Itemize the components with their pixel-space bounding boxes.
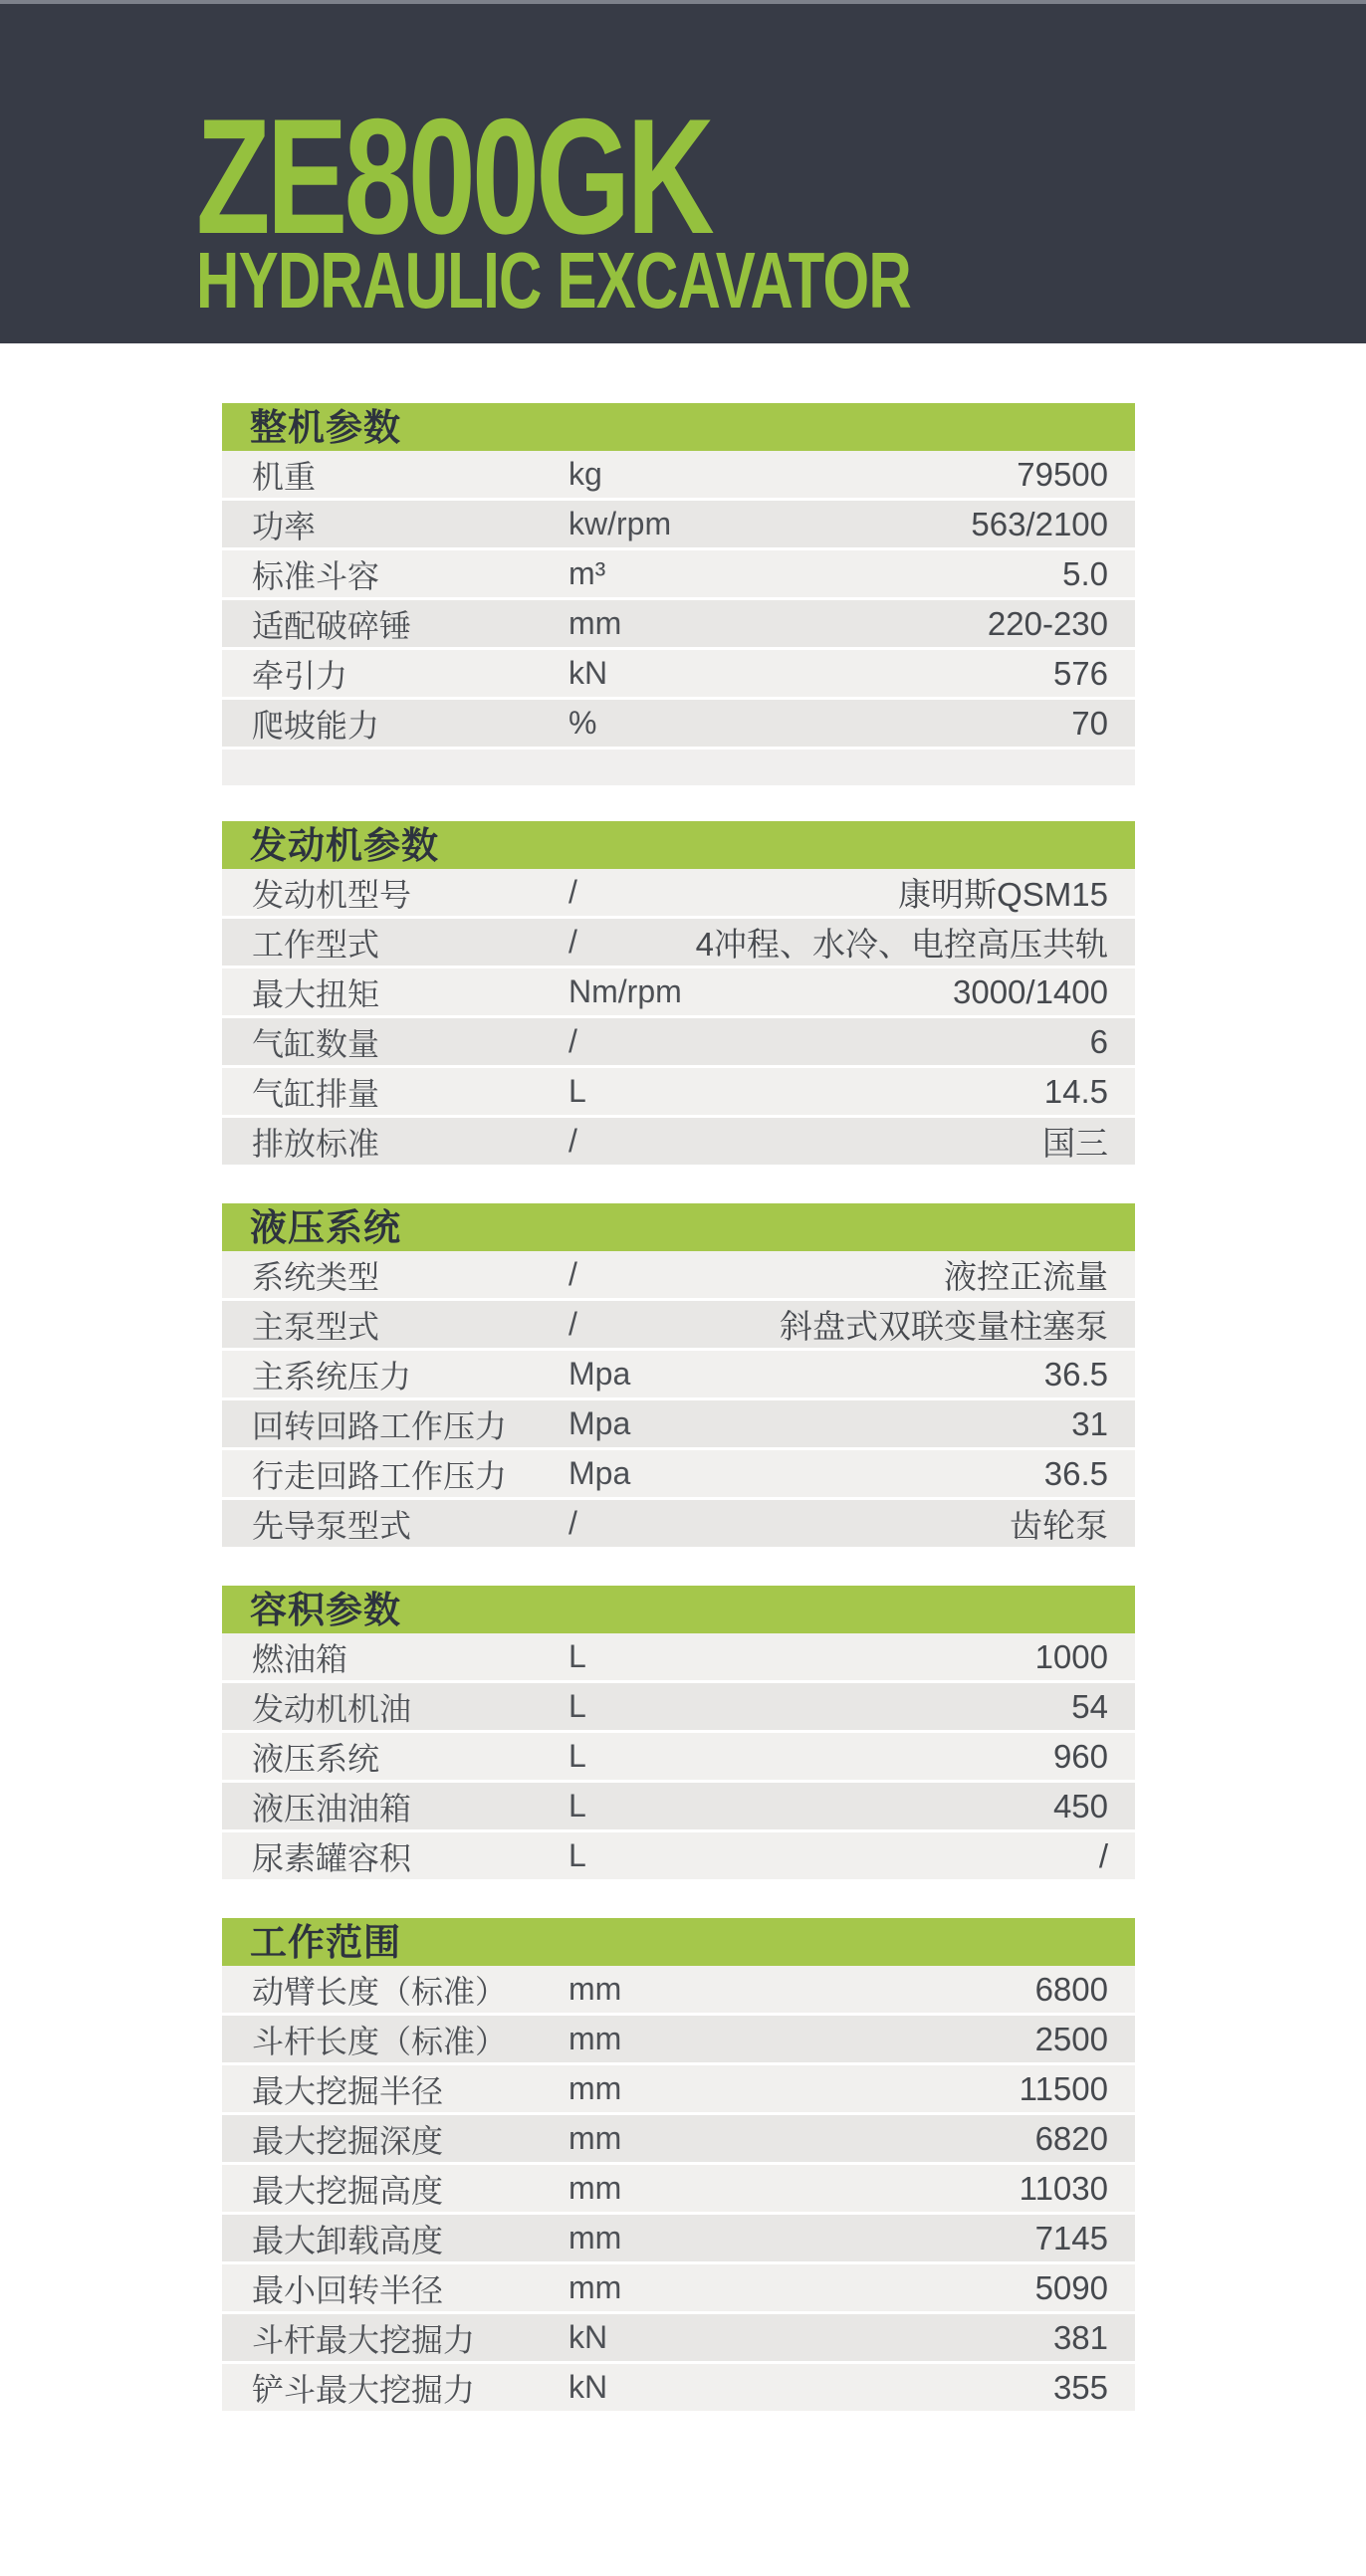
table-row: [222, 1018, 1135, 1068]
param-label: 铲斗最大挖掘力: [252, 2371, 476, 2408]
param-label: 标准斗容: [252, 557, 380, 594]
param-label: 液压系统: [252, 1740, 380, 1777]
param-unit: mm: [569, 1971, 622, 2007]
param-value: 2500: [1034, 2020, 1108, 2057]
param-unit: /: [569, 874, 577, 910]
param-unit: mm: [569, 2120, 622, 2156]
param-label: 斗杆长度（标准）: [252, 2023, 508, 2059]
param-label: 发动机机油: [252, 1690, 412, 1727]
table-row: [222, 2065, 1135, 2115]
param-label: 液压油油箱: [252, 1790, 412, 1826]
table-row: [222, 869, 1135, 919]
param-label: 最大挖掘半径: [252, 2072, 444, 2109]
table-row: [222, 550, 1135, 600]
param-value: 6: [1089, 1022, 1108, 1060]
table-row: [222, 451, 1135, 501]
table-row: [222, 650, 1135, 700]
table-row: [222, 1966, 1135, 2016]
table-title: 容积参数: [222, 1586, 1135, 1633]
param-value: 31: [1071, 1404, 1108, 1442]
param-unit: mm: [569, 2070, 622, 2106]
param-value: 5.0: [1062, 554, 1108, 592]
param-unit: mm: [569, 2021, 622, 2056]
param-label: 斗杆最大挖掘力: [252, 2321, 476, 2358]
spec-table: [222, 403, 1135, 785]
table-row: [222, 2364, 1135, 2414]
table-row: [222, 1301, 1135, 1351]
table-title: 液压系统: [222, 1203, 1135, 1251]
param-unit: mm: [569, 2170, 622, 2206]
table-row: [222, 2016, 1135, 2065]
param-value: 6800: [1034, 1970, 1108, 2008]
table-row: [222, 1400, 1135, 1450]
table-row: [222, 919, 1135, 968]
brand-model: ZE800GK: [196, 85, 711, 268]
param-value: 450: [1052, 1787, 1108, 1825]
param-label: 气缸数量: [252, 1025, 380, 1062]
param-label: 功率: [252, 508, 317, 544]
param-label: 最大挖掘深度: [252, 2122, 444, 2159]
param-value: 79500: [1017, 455, 1108, 493]
param-value: 6820: [1034, 2119, 1108, 2157]
spec-table: [222, 1586, 1135, 1882]
table-row: [222, 2215, 1135, 2264]
spec-table: [222, 1918, 1135, 2414]
spec-sheet: [222, 403, 1135, 2450]
table-row: [222, 1683, 1135, 1733]
param-label: 燃油箱: [252, 1640, 348, 1677]
param-unit: mm: [569, 2220, 622, 2255]
param-label: 主泵型式: [252, 1308, 380, 1345]
table-row: [222, 700, 1135, 750]
param-unit: /: [569, 1123, 577, 1159]
param-value: 70: [1071, 704, 1108, 742]
param-unit: L: [569, 1738, 586, 1774]
param-unit: /: [569, 1306, 577, 1342]
param-value: /: [1098, 1836, 1108, 1874]
brand-banner: [0, 0, 1366, 343]
param-unit: Nm/rpm: [569, 973, 682, 1009]
param-value: 381: [1052, 2318, 1108, 2356]
table-title: 发动机参数: [222, 821, 1135, 869]
param-unit: mm: [569, 2269, 622, 2305]
table-row: [222, 2314, 1135, 2364]
param-value: 563/2100: [971, 505, 1108, 542]
table-row: [222, 1633, 1135, 1683]
table-row: [222, 968, 1135, 1018]
table-row: [222, 1068, 1135, 1118]
param-value: 1000: [1034, 1637, 1108, 1675]
param-unit: L: [569, 1688, 586, 1724]
param-unit: /: [569, 1505, 577, 1541]
table-row: [222, 2264, 1135, 2314]
param-value: 康明斯QSM15: [898, 876, 1108, 913]
param-unit: Mpa: [569, 1356, 631, 1392]
table-row: [222, 1118, 1135, 1168]
table-row: [222, 1733, 1135, 1783]
param-value: 36.5: [1043, 1454, 1108, 1492]
param-unit: kN: [569, 655, 608, 691]
param-value: 7145: [1034, 2219, 1108, 2256]
param-label: 回转回路工作压力: [252, 1407, 508, 1444]
param-label: 行走回路工作压力: [252, 1457, 508, 1494]
table-title: 整机参数: [222, 403, 1135, 451]
param-value: 54: [1071, 1687, 1108, 1725]
param-value: 11500: [1019, 2069, 1108, 2107]
param-value: 576: [1052, 654, 1108, 692]
param-label: 气缸排量: [252, 1075, 380, 1112]
param-value: 齿轮泵: [1010, 1507, 1108, 1544]
empty-row: [222, 750, 1135, 785]
param-label: 主系统压力: [252, 1358, 412, 1395]
table-row: [222, 1251, 1135, 1301]
table-row: [222, 2115, 1135, 2165]
param-label: 发动机型号: [252, 876, 412, 913]
param-unit: /: [569, 924, 577, 960]
param-label: 工作型式: [252, 926, 380, 963]
table-row: [222, 1450, 1135, 1500]
param-label: 系统类型: [252, 1258, 380, 1295]
param-value: 220-230: [987, 604, 1108, 642]
table-row: [222, 2165, 1135, 2215]
param-label: 最大挖掘高度: [252, 2172, 444, 2209]
param-label: 先导泵型式: [252, 1507, 412, 1544]
table-row: [222, 501, 1135, 550]
param-unit: L: [569, 1638, 586, 1674]
param-value: 36.5: [1043, 1355, 1108, 1393]
param-label: 最大卸载高度: [252, 2222, 444, 2258]
param-label: 机重: [252, 458, 317, 495]
param-value: 14.5: [1043, 1072, 1108, 1110]
table-row: [222, 1351, 1135, 1400]
param-value: 11030: [1019, 2169, 1108, 2207]
table-row: [222, 1783, 1135, 1832]
param-value: 国三: [1042, 1125, 1108, 1162]
param-value: 液控正流量: [944, 1258, 1108, 1295]
param-label: 动臂长度（标准）: [252, 1973, 508, 2010]
table-row: [222, 1832, 1135, 1882]
param-unit: /: [569, 1256, 577, 1292]
param-unit: kg: [569, 456, 602, 492]
param-value: 4冲程、水冷、电控高压共轨: [695, 926, 1108, 963]
param-label: 爬坡能力: [252, 707, 380, 744]
param-value: 355: [1052, 2368, 1108, 2406]
spec-table: [222, 1203, 1135, 1550]
param-label: 尿素罐容积: [252, 1839, 412, 1876]
brand-subtitle: HYDRAULIC EXCAVATOR: [196, 236, 911, 324]
param-unit: kN: [569, 2319, 608, 2355]
param-unit: Mpa: [569, 1405, 631, 1441]
table-row: [222, 600, 1135, 650]
param-unit: L: [569, 1788, 586, 1824]
param-unit: /: [569, 1023, 577, 1059]
param-value: 960: [1052, 1737, 1108, 1775]
param-unit: m³: [569, 555, 606, 591]
param-unit: L: [569, 1073, 586, 1109]
param-unit: Mpa: [569, 1455, 631, 1491]
table-row: [222, 1500, 1135, 1550]
param-unit: mm: [569, 605, 622, 641]
param-value: 3000/1400: [953, 972, 1108, 1010]
param-label: 适配破碎锤: [252, 607, 412, 644]
param-unit: L: [569, 1837, 586, 1873]
param-value: 5090: [1034, 2268, 1108, 2306]
param-label: 牵引力: [252, 657, 348, 694]
param-unit: %: [569, 705, 597, 741]
param-label: 排放标准: [252, 1125, 380, 1162]
param-value: 斜盘式双联变量柱塞泵: [780, 1308, 1108, 1345]
spec-table: [222, 821, 1135, 1168]
table-title: 工作范围: [222, 1918, 1135, 1966]
param-unit: kw/rpm: [569, 506, 672, 541]
param-label: 最小回转半径: [252, 2271, 444, 2308]
param-unit: kN: [569, 2369, 608, 2405]
param-label: 最大扭矩: [252, 975, 380, 1012]
